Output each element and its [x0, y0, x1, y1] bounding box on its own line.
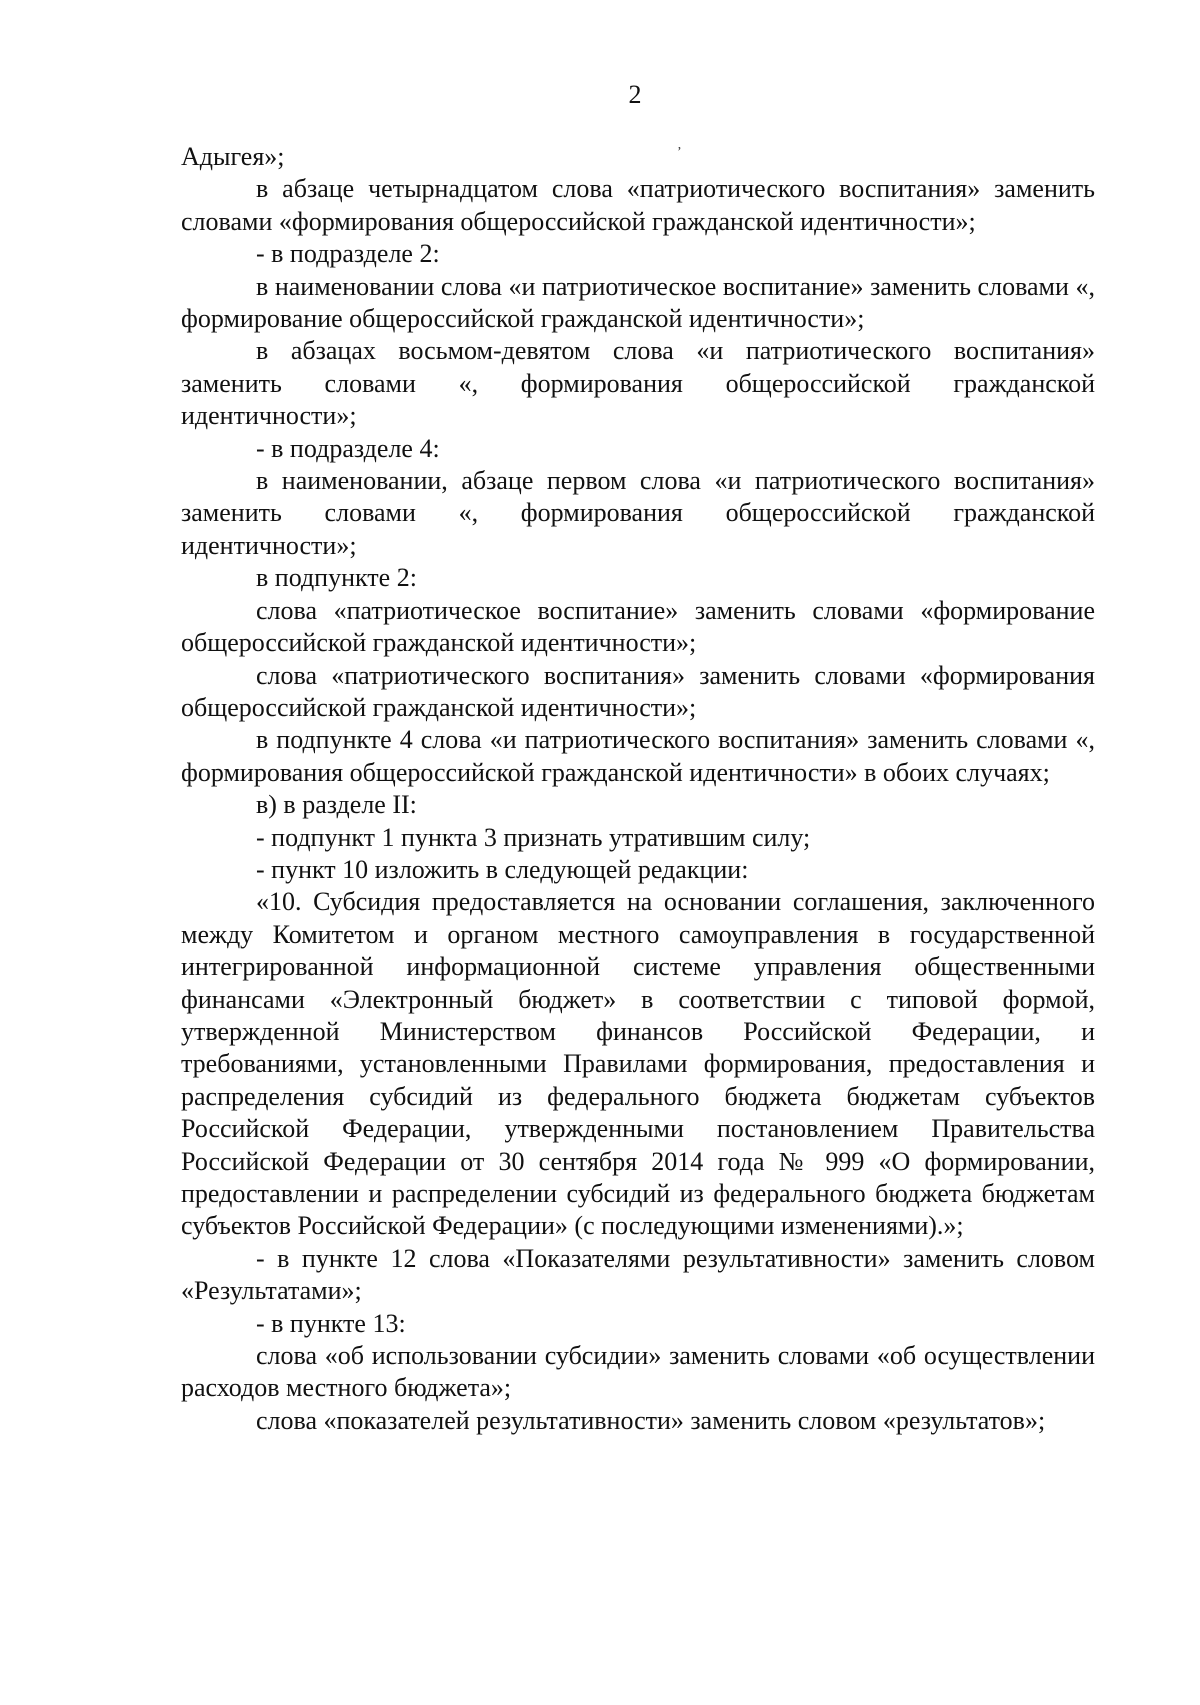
paragraph: «10. Субсидия предоставляется на основании соглашения, заключенного между Комитетом и органом местного самоуправления в государственной интегрированной информационной системе управления общественными финансами «Электронный бюджет» в соответствии с типовой формой, утвержденной Министерством финансов Российской Федерации, и требованиями, установленными Правилами формирования, предоставления и распределения субсидий из федерального бюджета бюджетам субъектов Российской Федерации, утвержденными постановлением Правительства Российской Федерации от 30 сентября 2014 года № 999 «О формировании, предоставлении и распределении субсидий из федерального бюджета бюджетам субъектов Российской Федерации» (с последующими изменениями).»; [181, 887, 1095, 1241]
paragraph: - в подразделе 4: [256, 433, 440, 463]
paragraph: Адыгея»; [181, 142, 285, 171]
paragraph: в наименовании, абзаце первом слова «и патриотического воспитания» заменить словами «, формирования общероссийской гражданской идентичности»; [181, 466, 1095, 560]
paragraph: в наименовании слова «и патриотическое воспитание» заменить словами «, формирование общероссийской гражданской идентичности»; [181, 271, 1095, 334]
document-body [181, 141, 1095, 1437]
paragraph: в абзацах восьмом-девятом слова «и патриотического воспитания» заменить словами «, формирования общероссийской гражданской идентичности»; [181, 336, 1095, 431]
paragraph: слова «патриотического воспитания» заменить словами «формирования общероссийской гражданской идентичности»; [181, 660, 1095, 722]
paragraph: - в подразделе 2: [256, 239, 440, 269]
paragraph: слова «об использовании субсидии» заменить словами «об осуществлении расходов местного бюджета»; [181, 1341, 1095, 1403]
paragraph: в) в разделе II: [256, 790, 417, 820]
paragraph: - пункт 10 изложить в следующей редакции: [256, 854, 749, 884]
paragraph: - в пункте 13: [256, 1308, 406, 1338]
paragraph: слова «патриотическое воспитание» заменить словами «формирование общероссийской гражданской идентичности»; [181, 595, 1095, 658]
paragraph: в абзаце четырнадцатом слова «патриотического воспитания» заменить словами «формирования общероссийской гражданской идентичности»; [181, 174, 1095, 236]
paragraph: - подпункт 1 пункта 3 признать утратившим силу; [256, 822, 811, 852]
paragraph: - в пункте 12 слова «Показателями результативности» заменить словом «Результатами»; [181, 1243, 1095, 1306]
scan-mark: ’ [677, 145, 682, 160]
paragraph: слова «показателей результативности» заменить словом «результатов»; [256, 1405, 1046, 1435]
paragraph: в подпункте 4 слова «и патриотического воспитания» заменить словами «, формирования общероссийской гражданской идентичности» в обоих случаях; [181, 725, 1095, 787]
paragraph: в подпункте 2: [256, 563, 417, 593]
page-number: 2 [628, 80, 642, 109]
